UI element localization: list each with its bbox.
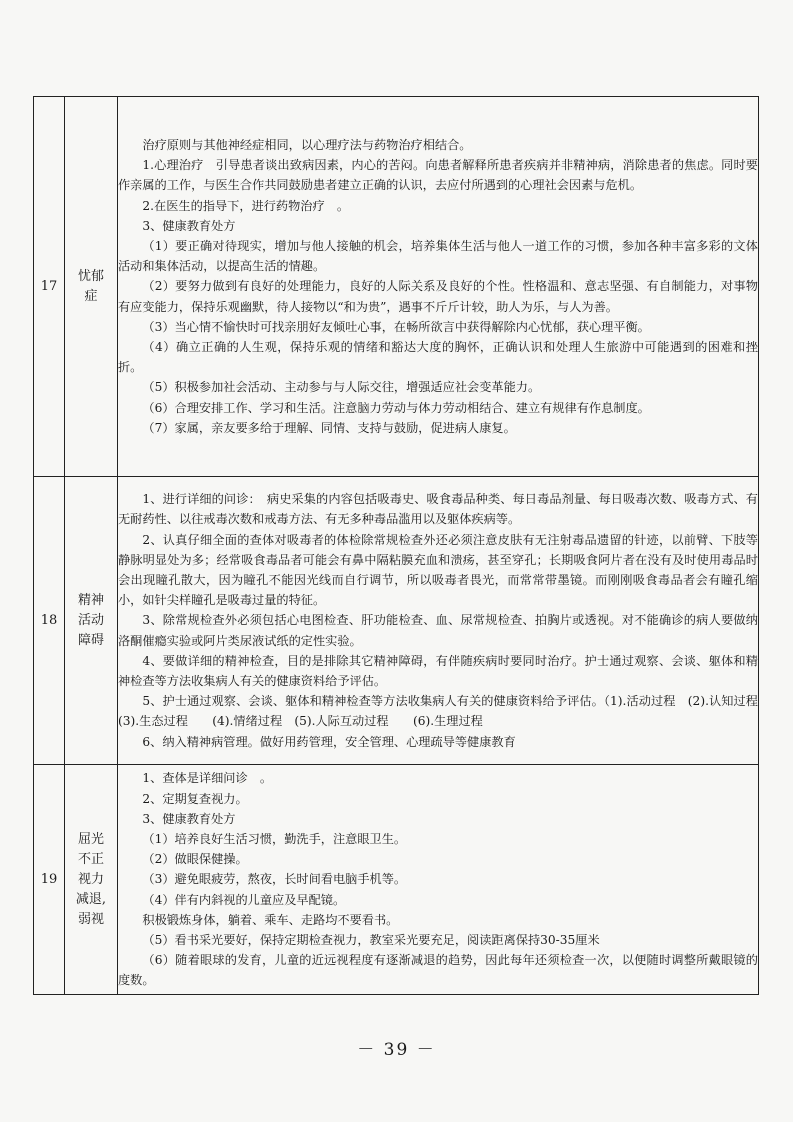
paragraph: （1）要正确对待现实，增加与他人接触的机会，培养集体生活与他人一道工作的习惯，参加各种丰富多彩的文体活动和集体活动，以提高生活的情趣。 bbox=[118, 238, 758, 274]
paragraph: 5、护士通过观察、会谈、躯体和精神检查等方法收集病人有关的健康资料给予评估。（1).活动过程 (2).认知过程 (3).生态过程 (4).情绪过程 (5).人际互动过程 (6).生理过程 bbox=[118, 694, 771, 729]
row-number: 19 bbox=[34, 765, 65, 995]
paragraph: （2）做眼保健操。 bbox=[142, 852, 248, 867]
condition-name bbox=[65, 477, 118, 765]
paragraph: 1、查体是详细问诊 。 bbox=[142, 771, 273, 786]
paragraph: （3）当心情不愉快时可找亲朋好友倾吐心事，在畅所欲言中获得解除内心忧郁，获心理平衡。 bbox=[142, 319, 650, 334]
condition-name-line: 障碍 bbox=[77, 632, 104, 648]
row-content bbox=[118, 97, 759, 477]
paragraph: （1）培养良好生活习惯，勤洗手，注意眼卫生。 bbox=[142, 831, 407, 846]
paragraph: （6）合理安排工作、学习和生活。注意脑力劳动与体力劳动相结合、建立有规律有作息制度。 bbox=[142, 400, 650, 415]
paragraph: 4、要做详细的精神检查，目的是排除其它精神障碍，有伴随疾病时要同时治疗。护士通过观察、会谈、躯体和精神检查等方法收集病人有关的健康资料给予评估。 bbox=[118, 653, 758, 688]
content-table bbox=[33, 96, 771, 995]
paragraph: 3、健康教育处方 bbox=[142, 218, 236, 233]
paragraph: 1.心理治疗 引导患者谈出致病因素，内心的苦闷。向患者解释所患者疾病并非精神病，消除患者的焦虑。同时要作亲属的工作，与医生合作共同鼓励患者建立正确的认识，去应付所遇到的心理社会因素与危机。 bbox=[118, 158, 758, 193]
paragraph: （4）伴有内斜视的儿童应及早配镜。 bbox=[142, 892, 346, 907]
paragraph: （4）确立正确的人生观，保持乐观的情绪和豁达大度的胸怀，正确认识和处理人生旅游中可能遇到的困难和挫折。 bbox=[118, 340, 758, 375]
paragraph: 3、除常规检查外必须包括心电图检查、肝功能检查、血、尿常规检查、拍胸片或透视。对不能确诊的病人要做纳洛酮催瘾实验或阿片类尿液试纸的定性实验。 bbox=[118, 613, 758, 648]
condition-name-line: 活动 bbox=[77, 612, 104, 628]
row-content bbox=[118, 765, 759, 995]
row-content bbox=[118, 477, 771, 765]
paragraph: 2.在医生的指导下，进行药物治疗 。 bbox=[142, 198, 350, 213]
paragraph: 6、纳入精神病管理。做好用药管理，安全管理、心理疏导等健康教育 bbox=[142, 734, 516, 749]
condition-name-line: 精神 bbox=[77, 592, 104, 608]
table-row bbox=[34, 97, 759, 477]
condition-name-line: 症 bbox=[84, 288, 98, 304]
condition-name-line: 视力 bbox=[77, 871, 104, 887]
condition-name-line: 减退, bbox=[75, 891, 107, 907]
paragraph: （6）随着眼球的发育，儿童的近远视程度有逐渐减退的趋势，因此每年还须检查一次，以便随时调整所戴眼镜的度数。 bbox=[118, 953, 758, 988]
row-number: 17 bbox=[34, 97, 65, 477]
condition-name-line: 不正 bbox=[77, 851, 104, 867]
paragraph: 治疗原则与其他神经症相同，以心理疗法与药物治疗相结合。 bbox=[142, 137, 472, 152]
condition-name bbox=[65, 97, 118, 477]
row-number: 18 bbox=[34, 477, 65, 765]
condition-name bbox=[65, 765, 118, 995]
page-number: － 39 － bbox=[357, 1040, 436, 1060]
condition-name-line: 屈光 bbox=[77, 831, 104, 847]
condition-name-line: 弱视 bbox=[77, 911, 104, 927]
paragraph: （3）避免眼疲劳，熬夜，长时间看电脑手机等。 bbox=[142, 872, 407, 887]
paragraph: （5）积极参加社会活动、主动参与与人际交往，增强适应社会变革能力。 bbox=[142, 380, 541, 395]
paragraph: 2、定期复查视力。 bbox=[142, 791, 248, 806]
condition-name-line: 忧郁 bbox=[77, 268, 104, 284]
table-row bbox=[34, 477, 759, 765]
paragraph: （7）家属，亲友要多给于理解、同情、支持与鼓励，促进病人康复。 bbox=[142, 420, 516, 435]
paragraph: 1、进行详细的问诊： 病史采集的内容包括吸毒史、吸食毒品种类、每日毒品剂量、每日吸毒次数、吸毒方式、有无耐药性、以往戒毒次数和戒毒方法、有无多种毒品滥用以及躯体疾病等。 bbox=[118, 492, 758, 527]
table-row bbox=[34, 765, 759, 995]
paragraph: 积极锻炼身体，躺着、乘车、走路均不要看书。 bbox=[142, 912, 399, 927]
paragraph: （2）要努力做到有良好的处理能力，良好的人际关系及良好的个性。性格温和、意志坚强、有自制能力，对事物有应变能力，保持乐观幽默，待人接物以“和为贵”，遇事不斤斤计较，助人为乐，与人为善。 bbox=[118, 279, 758, 314]
paragraph: 3、健康教育处方 bbox=[142, 811, 236, 826]
paragraph: 2、认真仔细全面的查体对吸毒者的体检除常规检查外还必须注意皮肤有无注射毒品遗留的针迹，以前臂、下肢等静脉明显处为多；经常吸食毒品者可能会有鼻中隔粘膜充血和溃疡，甚至穿孔；长期吸食阿片者在没有及时使用毒品时会出现瞳孔散大，因为瞳孔不能因光线而自行调节，所以吸毒者畏光，而常常带墨镜。而刚刚吸食毒品者会有瞳孔缩小，如针尖样瞳孔是吸毒过量的特征。 bbox=[118, 532, 758, 608]
paragraph: （5）看书采光要好，保持定期检查视力，教室采光要充足，阅读距离保持30-35厘米 bbox=[142, 933, 600, 947]
